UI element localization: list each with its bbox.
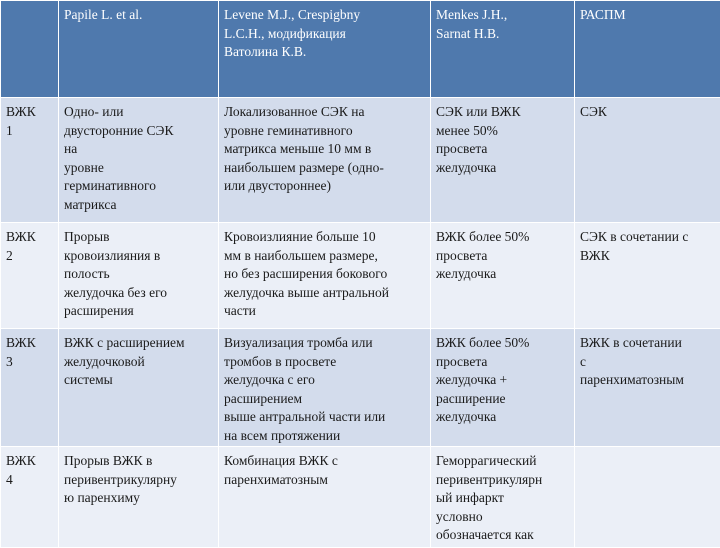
header-cell-corner [1, 1, 59, 98]
menkes-cell: Геморрагический перивентрикулярн ый инфаркт условно обозначается как [431, 447, 575, 548]
menkes-cell: СЭК или ВЖК менее 50% просвета желудочка [431, 98, 575, 223]
grade-cell: ВЖК 3 [1, 329, 59, 447]
papile-cell: Прорыв ВЖК в перивентрикулярну ю паренхиму [59, 447, 219, 548]
header-row [1, 1, 720, 98]
papile-cell: ВЖК с расширением желудочковой системы [59, 329, 219, 447]
levene-cell: Локализованное СЭК на уровне геминативного матрикса меньше 10 мм в наибольшем размере (одно- или двустороннее) [219, 98, 431, 223]
raspm-cell: ВЖК в сочетании с паренхиматозным [575, 329, 720, 447]
header-cell-raspm: РАСПМ [575, 1, 720, 98]
papile-cell: Одно- или двусторонние СЭК на уровне герминативного матрикса [59, 98, 219, 223]
levene-cell: Кровоизлияние больше 10 мм в наибольшем размере, но без расширения бокового желудочка выше антральной части [219, 223, 431, 329]
header-cell-menkes: Menkes J.H., Sarnat H.B. [431, 1, 575, 98]
grade-cell: ВЖК 1 [1, 98, 59, 223]
raspm-cell: СЭК [575, 98, 720, 223]
menkes-cell: ВЖК более 50% просвета желудочка [431, 223, 575, 329]
raspm-cell [575, 447, 720, 548]
levene-cell: Комбинация ВЖК с паренхиматозным [219, 447, 431, 548]
table-row [1, 329, 720, 447]
header-cell-levene: Levene M.J., Crespigbny L.C.H., модификация Ватолина К.В. [219, 1, 431, 98]
menkes-cell: ВЖК более 50% просвета желудочка + расширение желудочка [431, 329, 575, 447]
table-row [1, 98, 720, 223]
table-row [1, 223, 720, 329]
raspm-cell: СЭК в сочетании с ВЖК [575, 223, 720, 329]
levene-cell: Визуализация тромба или тромбов в просвете желудочка с его расширением выше антральной части или на всем протяжении [219, 329, 431, 447]
papile-cell: Прорыв кровоизлияния в полость желудочка без его расширения [59, 223, 219, 329]
header-cell-papile: Papile L. et al. [59, 1, 219, 98]
table-row [1, 447, 720, 548]
grade-cell: ВЖК 4 [1, 447, 59, 548]
grade-cell: ВЖК 2 [1, 223, 59, 329]
